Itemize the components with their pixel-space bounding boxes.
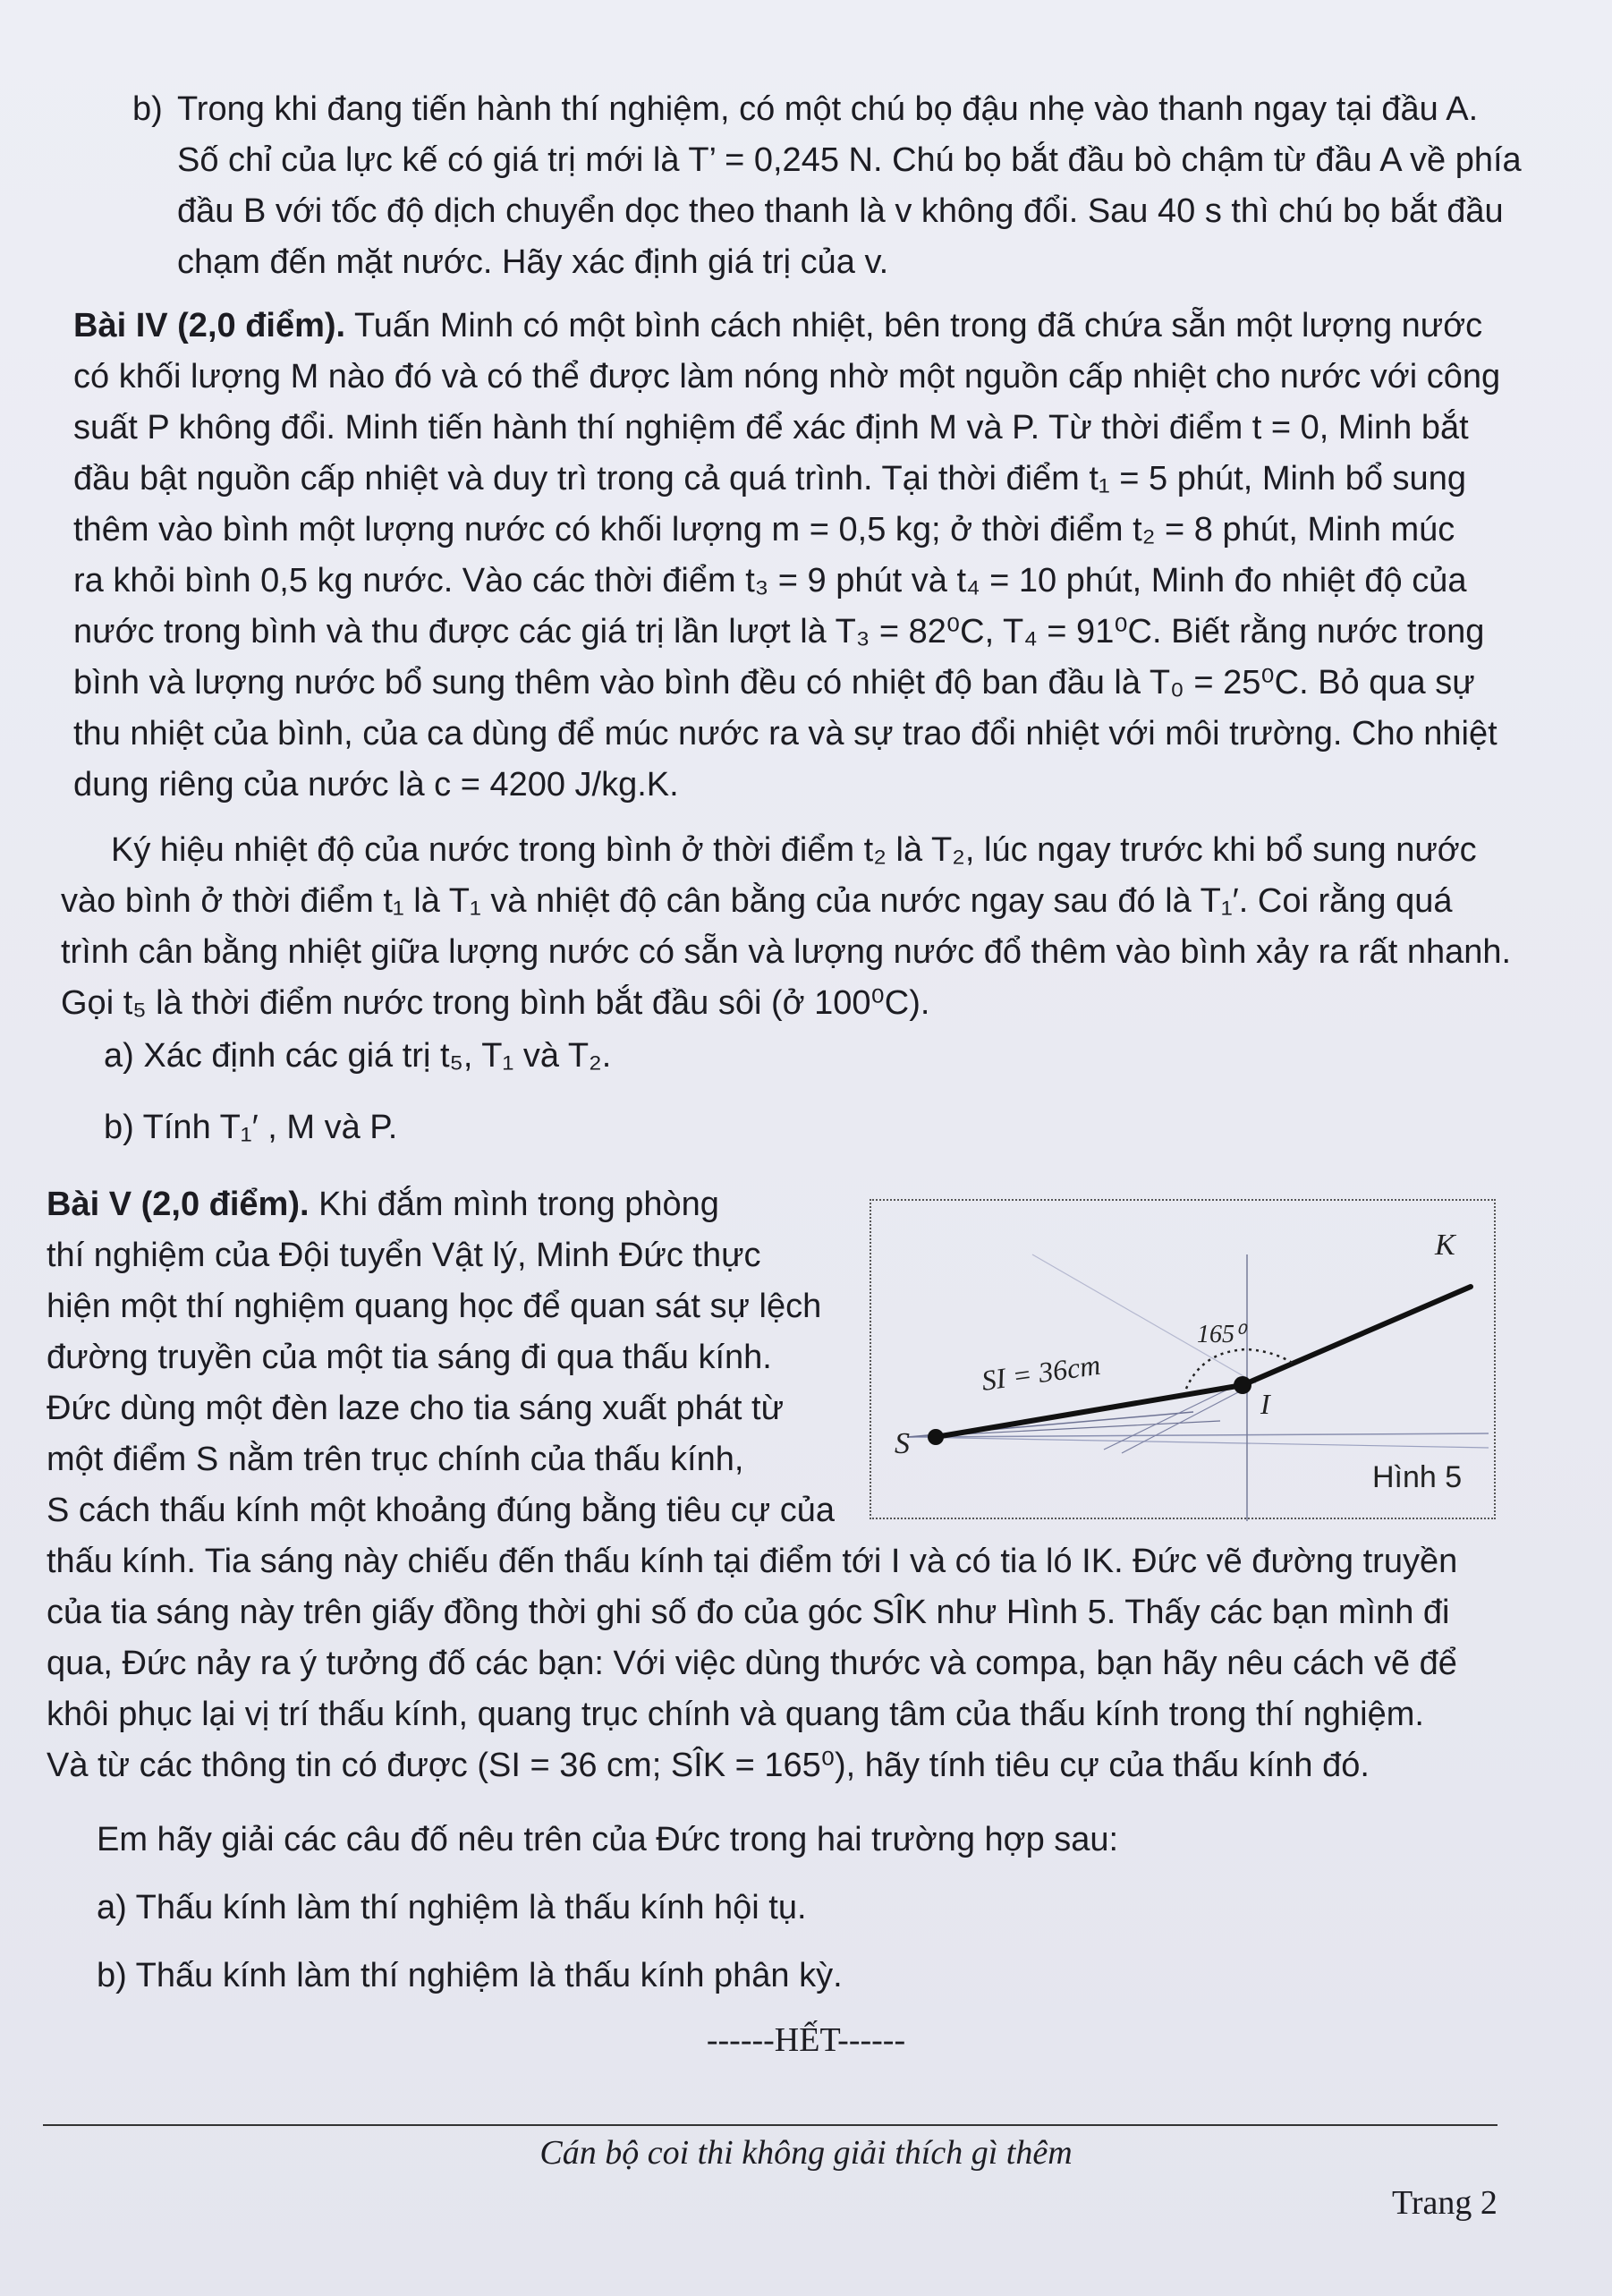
label-SI-length: SI = 36cm [979, 1348, 1103, 1397]
bai5-question-a: a) Thấu kính làm thí nghiệm là thấu kính hội tụ. [97, 1889, 807, 1926]
emergent-ray-IK [1243, 1287, 1471, 1385]
bai4-paragraph-2 [61, 825, 1512, 1029]
construction-line [907, 1433, 1489, 1437]
bai5-heading: Bài V (2,0 điểm). [47, 1186, 310, 1223]
bai5-wide-line: thấu kính. Tia sáng này chiếu đến thấu kính tại điểm tới I và có tia ló IK. Đức vẽ đường truyền [47, 1543, 1458, 1580]
incident-ray-SI [936, 1385, 1243, 1437]
bai4-statement [73, 301, 1501, 811]
bai4-line: có khối lượng M nào đó và có thể được làm nóng nhờ một nguồn cấp nhiệt cho nước với công [73, 358, 1501, 395]
bai5-wide-line: khôi phục lại vị trí thấu kính, quang trục chính và quang tâm của thấu kính trong thí nghiệm. [47, 1696, 1424, 1733]
label-I: I [1260, 1388, 1270, 1420]
bai5-line: hiện một thí nghiệm quang học để quan sát sự lệch [47, 1288, 822, 1325]
figure-5-diagram [871, 1201, 1497, 1521]
label-angle-165: 165⁰ [1197, 1321, 1245, 1348]
bai4-p2-line: Gọi t₅ là thời điểm nước trong bình bắt đầu sôi (ở 100⁰C). [61, 984, 930, 1022]
footer-divider [43, 2124, 1497, 2126]
bai5-wide-line: của tia sáng này trên giấy đồng thời ghi số đo của góc SÎK như Hình 5. Thấy các bạn mình đi [47, 1594, 1450, 1631]
end-marker: ------HẾT------ [706, 2021, 906, 2059]
part-b-line: chạm đến mặt nước. Hãy xác định giá trị của v. [177, 243, 889, 281]
bai4-p2-line: trình cân bằng nhiệt giữa lượng nước có sẵn và lượng nước đổ thêm vào bình xảy ra rất nhanh. [61, 933, 1512, 971]
bai4-question-b: b) Tính T₁′ , M và P. [104, 1109, 398, 1146]
bai5-line: một điểm S nằm trên trục chính của thấu kính, [47, 1441, 744, 1478]
point-S [928, 1429, 944, 1445]
bai4-line: ra khỏi bình 0,5 kg nước. Vào các thời điểm t₃ = 9 phút và t₄ = 10 phút, Minh đo nhiệt độ của [73, 562, 1467, 600]
bai4-p2-line: vào bình ở thời điểm t₁ là T₁ và nhiệt độ cân bằng của nước ngay sau đó là T₁′. Coi rằng quá [61, 882, 1453, 920]
bai5-line: Đức dùng một đèn laze cho tia sáng xuất phát từ [47, 1390, 785, 1427]
bai4-line: thêm vào bình một lượng nước có khối lượng m = 0,5 kg; ở thời điểm t₂ = 8 phút, Minh múc [73, 511, 1455, 548]
part-b-line: Trong khi đang tiến hành thí nghiệm, có một chú bọ đậu nhẹ vào thanh ngay tại đầu A. [177, 90, 1479, 128]
figure-5 [870, 1199, 1496, 1519]
bai4-line: suất P không đổi. Minh tiến hành thí nghiệm để xác định M và P. Từ thời điểm t = 0, Minh bắt [73, 409, 1469, 446]
figure-caption: Hình 5 [1372, 1460, 1463, 1494]
bai5-line: S cách thấu kính một khoảng đúng bằng tiêu cự của [47, 1492, 836, 1529]
construction-line [907, 1437, 1489, 1448]
bai5-narrow-text [47, 1179, 843, 1536]
footer-note: Cán bộ coi thi không giải thích gì thêm [539, 2134, 1073, 2172]
bai5-wide-line: qua, Đức nảy ra ý tưởng đố các bạn: Với việc dùng thước và compa, bạn hãy nêu cách vẽ để [47, 1645, 1457, 1682]
bai4-line: thu nhiệt của bình, của ca dùng để múc nước ra và sự trao đổi nhiệt với môi trường. Cho nhiệt [73, 715, 1497, 753]
bai4-line: bình và lượng nước bổ sung thêm vào bình đều có nhiệt độ ban đầu là T₀ = 25⁰C. Bỏ qua sự [73, 664, 1475, 702]
bai4-line: dung riêng của nước là c = 4200 J/kg.K. [73, 766, 679, 804]
bai4-line: đầu bật nguồn cấp nhiệt và duy trì trong cả quá trình. Tại thời điểm t₁ = 5 phút, Minh bổ sung [73, 460, 1466, 497]
bai5-line: đường truyền của một tia sáng đi qua thấu kính. [47, 1339, 772, 1376]
label-K: K [1435, 1229, 1455, 1262]
bai4-line: Tuấn Minh có một bình cách nhiệt, bên trong đã chứa sẵn một lượng nước [353, 307, 1483, 344]
point-I [1234, 1376, 1251, 1394]
bai4-heading: Bài IV (2,0 điểm). [73, 307, 346, 344]
bai5-wide-line: Và từ các thông tin có được (SI = 36 cm; SÎK = 165⁰), hãy tính tiêu cự của thấu kính đó. [47, 1747, 1370, 1784]
bai5-ask: Em hãy giải các câu đố nêu trên của Đức trong hai trường hợp sau: [97, 1821, 1119, 1858]
part-b-text [177, 84, 1522, 288]
part-b-label: b) [132, 90, 163, 128]
bai5-question-b: b) Thấu kính làm thí nghiệm là thấu kính phân kỳ. [97, 1957, 843, 1994]
bai4-line: nước trong bình và thu được các giá trị lần lượt là T₃ = 82⁰C, T₄ = 91⁰C. Biết rằng nước trong [73, 613, 1485, 651]
bai5-wide-text [47, 1536, 1499, 1791]
bai5-line: thí nghiệm của Đội tuyển Vật lý, Minh Đức thực [47, 1237, 761, 1274]
part-b-line: Số chỉ của lực kế có giá trị mới là T’ = 0,245 N. Chú bọ bắt đầu bò chậm từ đầu A về phía [177, 141, 1522, 179]
bai4-p2-line: Ký hiệu nhiệt độ của nước trong bình ở thời điểm t₂ là T₂, lúc ngay trước khi bổ sung nước [111, 831, 1477, 869]
page-number: Trang 2 [1392, 2184, 1497, 2222]
part-b-line: đầu B với tốc độ dịch chuyển dọc theo thanh là v không đổi. Sau 40 s thì chú bọ bắt đầu [177, 192, 1504, 230]
bai4-question-a: a) Xác định các giá trị t₅, T₁ và T₂. [104, 1037, 612, 1075]
label-S: S [895, 1427, 910, 1460]
bai5-line: Khi đắm mình trong phòng [318, 1186, 719, 1223]
